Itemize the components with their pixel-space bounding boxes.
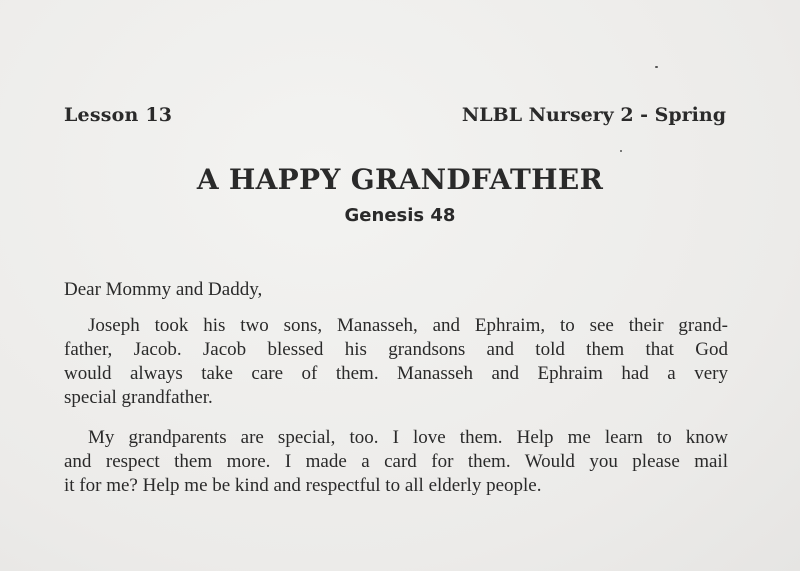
paragraph-line: would always take care of them. Manasseh and Ephraim had a very — [64, 363, 728, 384]
salutation: Dear Mommy and Daddy, — [64, 279, 263, 300]
paper-speck — [620, 150, 622, 152]
paragraph-line: father, Jacob. Jacob blessed his grandsons and told them that God — [64, 339, 728, 360]
paper-speck — [655, 66, 658, 68]
paragraph-1 — [64, 314, 728, 410]
paragraph-line: special grandfather. — [64, 387, 213, 408]
paragraph-line: My grandparents are special, too. I love them. Help me learn to know — [88, 427, 728, 448]
series-label: NLBL Nursery 2 - Spring — [461, 104, 726, 126]
paragraph-line: and respect them more. I made a card for them. Would you please mail — [64, 451, 728, 472]
paragraph-line: it for me? Help me be kind and respectful to all elderly people. — [64, 475, 542, 496]
paragraph-2 — [64, 426, 728, 498]
page-title: A HAPPY GRANDFATHER — [196, 163, 604, 196]
lesson-number: Lesson 13 — [64, 104, 173, 126]
scripture-reference: Genesis 48 — [344, 205, 456, 226]
paragraph-line: Joseph took his two sons, Manasseh, and Ephraim, to see their grand- — [88, 315, 728, 336]
